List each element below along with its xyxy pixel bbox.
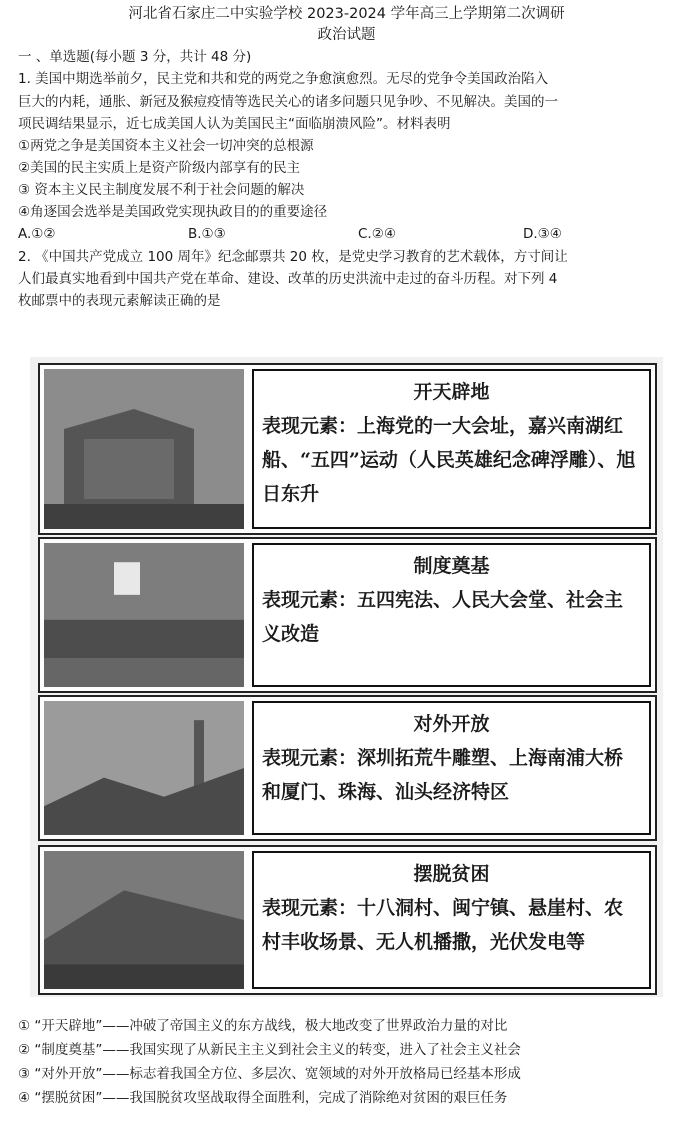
stamp-1-title: 开天辟地 xyxy=(413,381,490,403)
stamp-3-image xyxy=(44,701,244,835)
q2-statement-3: ③ “对外开放”——标志着我国全方位、多层次、宽领域的对外开放格局已经基本形成 xyxy=(18,1066,521,1082)
q1-stem-line-2: 巨大的内耗，通胀、新冠及猴痘疫情等选民关心的诸多问题只见争吵、不见解决。美国的一 xyxy=(18,94,558,110)
stamp-4-image xyxy=(44,851,244,989)
stamp-3-title: 对外开放 xyxy=(413,713,490,735)
stamp-2-desc: 表现元素：五四宪法、人民大会堂、社会主义改造 xyxy=(262,589,624,645)
q2-statement-2: ② “制度奠基”——我国实现了从新民主主义到社会主义的转变，进入了社会主义社会 xyxy=(18,1042,521,1058)
q1-statement-3: ③ 资本主义民主制度发展不利于社会问题的解决 xyxy=(18,182,305,198)
exam-subject: 政治试题 xyxy=(317,27,376,43)
stamp-1-image xyxy=(44,369,244,529)
section-heading: 一 、单选题(每小题 3 分，共计 48 分) xyxy=(18,49,252,65)
stamp-4-caption xyxy=(252,851,651,989)
stamp-3-desc: 表现元素：深圳拓荒牛雕塑、上海南浦大桥和厦门、珠海、汕头经济特区 xyxy=(262,747,624,803)
stamp-4-title: 摆脱贫困 xyxy=(413,863,490,885)
q1-stem-line-1: 1. 美国中期选举前夕，民主党和共和党的两党之争愈演愈烈。无尽的党争令美国政治陷入 xyxy=(18,71,549,87)
q2-statement-1: ① “开天辟地”——冲破了帝国主义的东方战线，极大地改变了世界政治力量的对比 xyxy=(18,1018,508,1034)
q2-stem-line-2: 人们最真实地看到中国共产党在革命、建设、改革的历史洪流中走过的奋斗历程。对下列 4 xyxy=(18,271,558,287)
stamp-4 xyxy=(38,845,657,995)
q1-option-d[interactable]: D.③④ xyxy=(523,226,562,242)
stamp-3-caption xyxy=(252,701,651,835)
stamp-1-desc: 表现元素：上海党的一大会址，嘉兴南湖红船、“五四”运动（人民英雄纪念碑浮雕）、旭日东升 xyxy=(262,415,636,505)
stamp-4-desc: 表现元素：十八洞村、闽宁镇、悬崖村、农村丰收场景、无人机播撒，光伏发电等 xyxy=(262,897,624,953)
q1-statement-2: ②美国的民主实质上是资产阶级内部享有的民主 xyxy=(18,160,301,176)
stamp-figure xyxy=(30,357,663,997)
q1-options xyxy=(18,224,683,245)
stamp-1 xyxy=(38,363,657,535)
q1-option-a[interactable]: A.①② xyxy=(18,226,56,242)
q1-statement-4: ④角逐国会选举是美国政党实现执政目的的重要途径 xyxy=(18,204,328,220)
q1-statement-1: ①两党之争是美国资本主义社会一切冲突的总根源 xyxy=(18,138,314,154)
q1-option-c[interactable]: C.②④ xyxy=(358,226,396,242)
stamp-1-caption xyxy=(252,369,651,529)
q2-stem-line-1: 2. 《中国共产党成立 100 周年》纪念邮票共 20 枚，是党史学习教育的艺术载体，方寸间让 xyxy=(18,249,568,265)
q1-option-b[interactable]: B.①③ xyxy=(188,226,226,242)
stamp-2-image xyxy=(44,543,244,687)
stamp-3 xyxy=(38,695,657,841)
exam-title: 河北省石家庄二中实验学校 2023-2024 学年高三上学期第二次调研 xyxy=(128,6,565,22)
q2-stem-line-3: 枚邮票中的表现元素解读正确的是 xyxy=(18,293,221,309)
q2-statement-4: ④ “摆脱贫困”——我国脱贫攻坚战取得全面胜利，完成了消除绝对贫困的艰巨任务 xyxy=(18,1090,508,1106)
stamp-2-title: 制度奠基 xyxy=(413,555,490,577)
q1-stem-line-3: 项民调结果显示，近七成美国人认为美国民主“面临崩溃风险”。材料表明 xyxy=(18,116,451,132)
stamp-2 xyxy=(38,537,657,693)
stamp-2-caption xyxy=(252,543,651,687)
